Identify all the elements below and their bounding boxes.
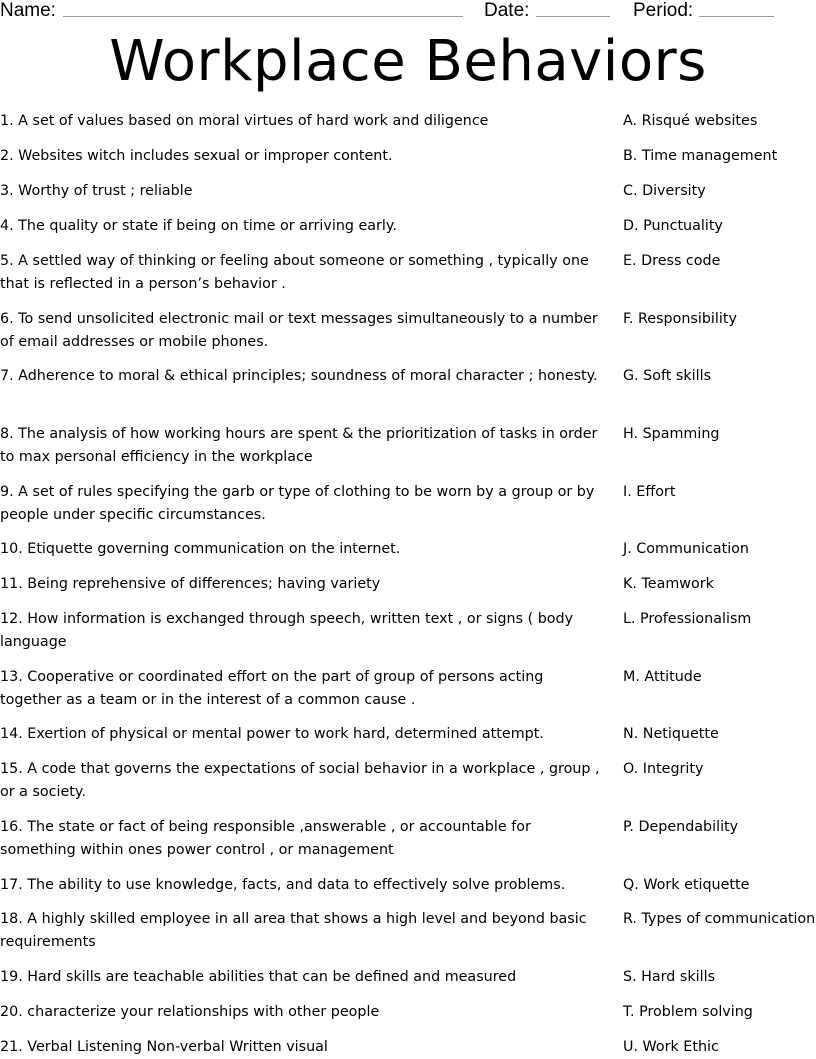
answer-option: R. Types of communication <box>623 911 816 927</box>
answer-option: I. Effort <box>623 484 676 500</box>
answer-option: M. Attitude <box>623 669 702 685</box>
question-text: 1. A set of values based on moral virtues of hard work and diligence <box>0 113 489 129</box>
question-text: 4. The quality or state if being on time or arriving early. <box>0 218 397 234</box>
period-field[interactable] <box>699 16 774 17</box>
answer-option: G. Soft skills <box>623 368 712 384</box>
question-text: 14. Exertion of physical or mental power to work hard, determined attempt. <box>0 726 544 742</box>
date-label: Date: <box>484 0 530 21</box>
question-text: 10. Etiquette governing communication on the internet. <box>0 541 401 557</box>
answer-option: A. Risqué websites <box>623 113 758 129</box>
question-text: 6. To send unsolicited electronic mail or text messages simultaneously to a number of email addresses or mobile phones. <box>0 311 598 350</box>
period-label: Period: <box>633 0 694 21</box>
answer-option: K. Teamwork <box>623 576 714 592</box>
answer-option: J. Communication <box>623 541 749 557</box>
question-text: 8. The analysis of how working hours are spent & the prioritization of tasks in order to max personal efficiency in the workplace <box>0 426 598 465</box>
question-text: 17. The ability to use knowledge, facts, and data to effectively solve problems. <box>0 877 566 893</box>
question-text: 3. Worthy of trust ; reliable <box>0 183 193 199</box>
question-text: 7. Adherence to moral & ethical principles; soundness of moral character ; honesty. <box>0 368 598 384</box>
answer-option: S. Hard skills <box>623 969 716 985</box>
answer-option: L. Professionalism <box>623 611 752 627</box>
answer-option: C. Diversity <box>623 183 706 199</box>
question-text: 13. Cooperative or coordinated effort on the part of group of persons acting together as a team or in the interest of a common cause . <box>0 669 544 708</box>
answer-option: D. Punctuality <box>623 218 723 234</box>
date-field[interactable] <box>536 16 610 17</box>
question-text: 21. Verbal Listening Non-verbal Written visual <box>0 1039 328 1055</box>
question-text: 15. A code that governs the expectations of social behavior in a workplace , group , or a society. <box>0 761 600 800</box>
answer-option: H. Spamming <box>623 426 720 442</box>
question-text: 5. A settled way of thinking or feeling about someone or something , typically one that is reflected in a person’s behavior . <box>0 253 589 292</box>
name-label: Name: <box>0 0 56 21</box>
question-text: 11. Being reprehensive of differences; having variety <box>0 576 381 592</box>
question-text: 9. A set of rules specifying the garb or type of clothing to be worn by a group or by people under specific circumstances. <box>0 484 595 523</box>
question-text: 19. Hard skills are teachable abilities that can be defined and measured <box>0 969 517 985</box>
answer-option: U. Work Ethic <box>623 1039 719 1055</box>
question-text: 18. A highly skilled employee in all area that shows a high level and beyond basic requirements <box>0 911 587 950</box>
answer-option: T. Problem solving <box>623 1004 753 1020</box>
page-title: Workplace Behaviors <box>109 29 707 94</box>
question-text: 20. characterize your relationships with other people <box>0 1004 380 1020</box>
answer-option: E. Dress code <box>623 253 721 269</box>
answer-option: B. Time management <box>623 148 778 164</box>
question-text: 12. How information is exchanged through speech, written text , or signs ( body language <box>0 611 574 650</box>
answer-option: Q. Work etiquette <box>623 877 750 893</box>
answer-option: O. Integrity <box>623 761 704 777</box>
answer-option: P. Dependability <box>623 819 739 835</box>
question-text: 2. Websites witch includes sexual or improper content. <box>0 148 393 164</box>
answer-option: N. Netiquette <box>623 726 719 742</box>
worksheet-header <box>0 0 816 24</box>
name-field[interactable] <box>63 16 463 17</box>
question-text: 16. The state or fact of being responsible ,answerable , or accountable for something within ones power control , or management <box>0 819 531 858</box>
answer-option: F. Responsibility <box>623 311 737 327</box>
